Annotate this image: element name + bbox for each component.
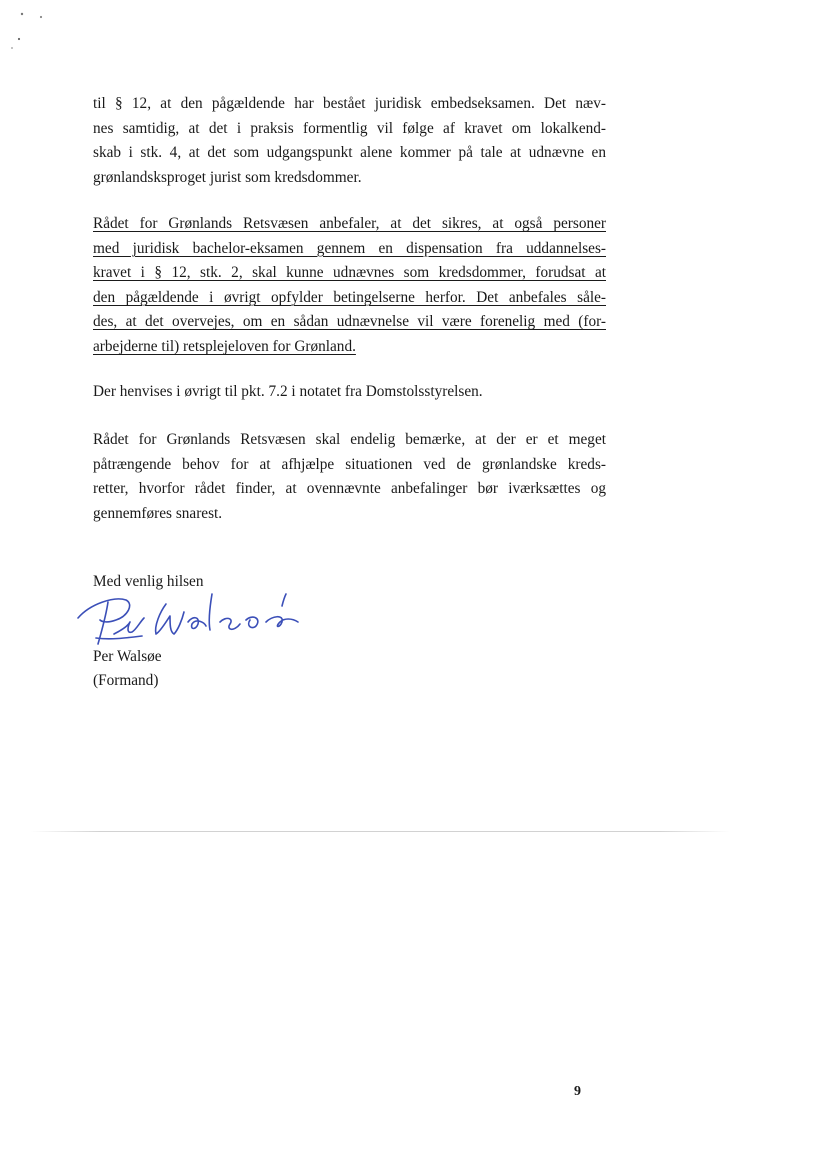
closing-salutation: Med venlig hilsen — [93, 573, 204, 590]
paragraph-4 — [93, 428, 606, 526]
paragraph-1-line-3: skab i stk. 4, at det som udgangspunkt alene kommer på tale at udnævne en — [93, 144, 606, 162]
paragraph-4-line-3: retter, hvorfor rådet finder, at ovennævnte anbefalinger bør iværksættes og — [93, 480, 606, 498]
paragraph-2-line-3: kravet i § 12, stk. 2, skal kunne udnævnes som kredsdommer, forudsat at — [93, 264, 606, 282]
paragraph-3-line-1: Der henvises i øvrigt til pkt. 7.2 i notatet fra Domstolsstyrelsen. — [93, 383, 483, 400]
paragraph-3 — [93, 380, 606, 405]
paragraph-4-line-1: Rådet for Grønlands Retsvæsen skal endelig bemærke, at der er et meget — [93, 431, 606, 448]
paragraph-4-line-2: påtrængende behov for at afhjælpe situationen ved de grønlandske kreds- — [93, 455, 606, 473]
scan-fold-line — [30, 831, 730, 832]
paragraph-2-underlined-recommendation — [93, 212, 606, 360]
handwritten-signature — [70, 582, 310, 652]
signer-title: (Formand) — [93, 672, 159, 689]
paragraph-2-line-6: arbejderne til) retsplejeloven for Grønland. — [93, 337, 356, 355]
paragraph-2-line-5: des, at det overvejes, om en sådan udnævnelse vil være forenelig med (for- — [93, 313, 606, 331]
paragraph-1-line-2: nes samtidig, at det i praksis formentlig vil følge af kravet om lokalkend- — [93, 119, 606, 137]
paragraph-4-line-4: gennemføres snarest. — [93, 504, 223, 522]
signer-name: Per Walsøe — [93, 648, 162, 665]
scan-specks — [0, 0, 60, 60]
paragraph-1 — [93, 92, 606, 190]
paragraph-1-line-4: grønlandsksproget jurist som kredsdommer. — [93, 168, 362, 186]
page-number: 9 — [574, 1084, 581, 1099]
paragraph-1-line-1: til § 12, at den pågældende har bestået juridisk embedseksamen. Det næv- — [93, 95, 606, 112]
paragraph-2-line-2: med juridisk bachelor-eksamen gennem en dispensation fra uddannelses- — [93, 239, 606, 257]
paragraph-2-line-1: Rådet for Grønlands Retsvæsen anbefaler, at det sikres, at også personer — [93, 215, 606, 232]
paragraph-2-line-4: den pågældende i øvrigt opfylder betingelserne herfor. Det anbefales såle- — [93, 288, 606, 306]
